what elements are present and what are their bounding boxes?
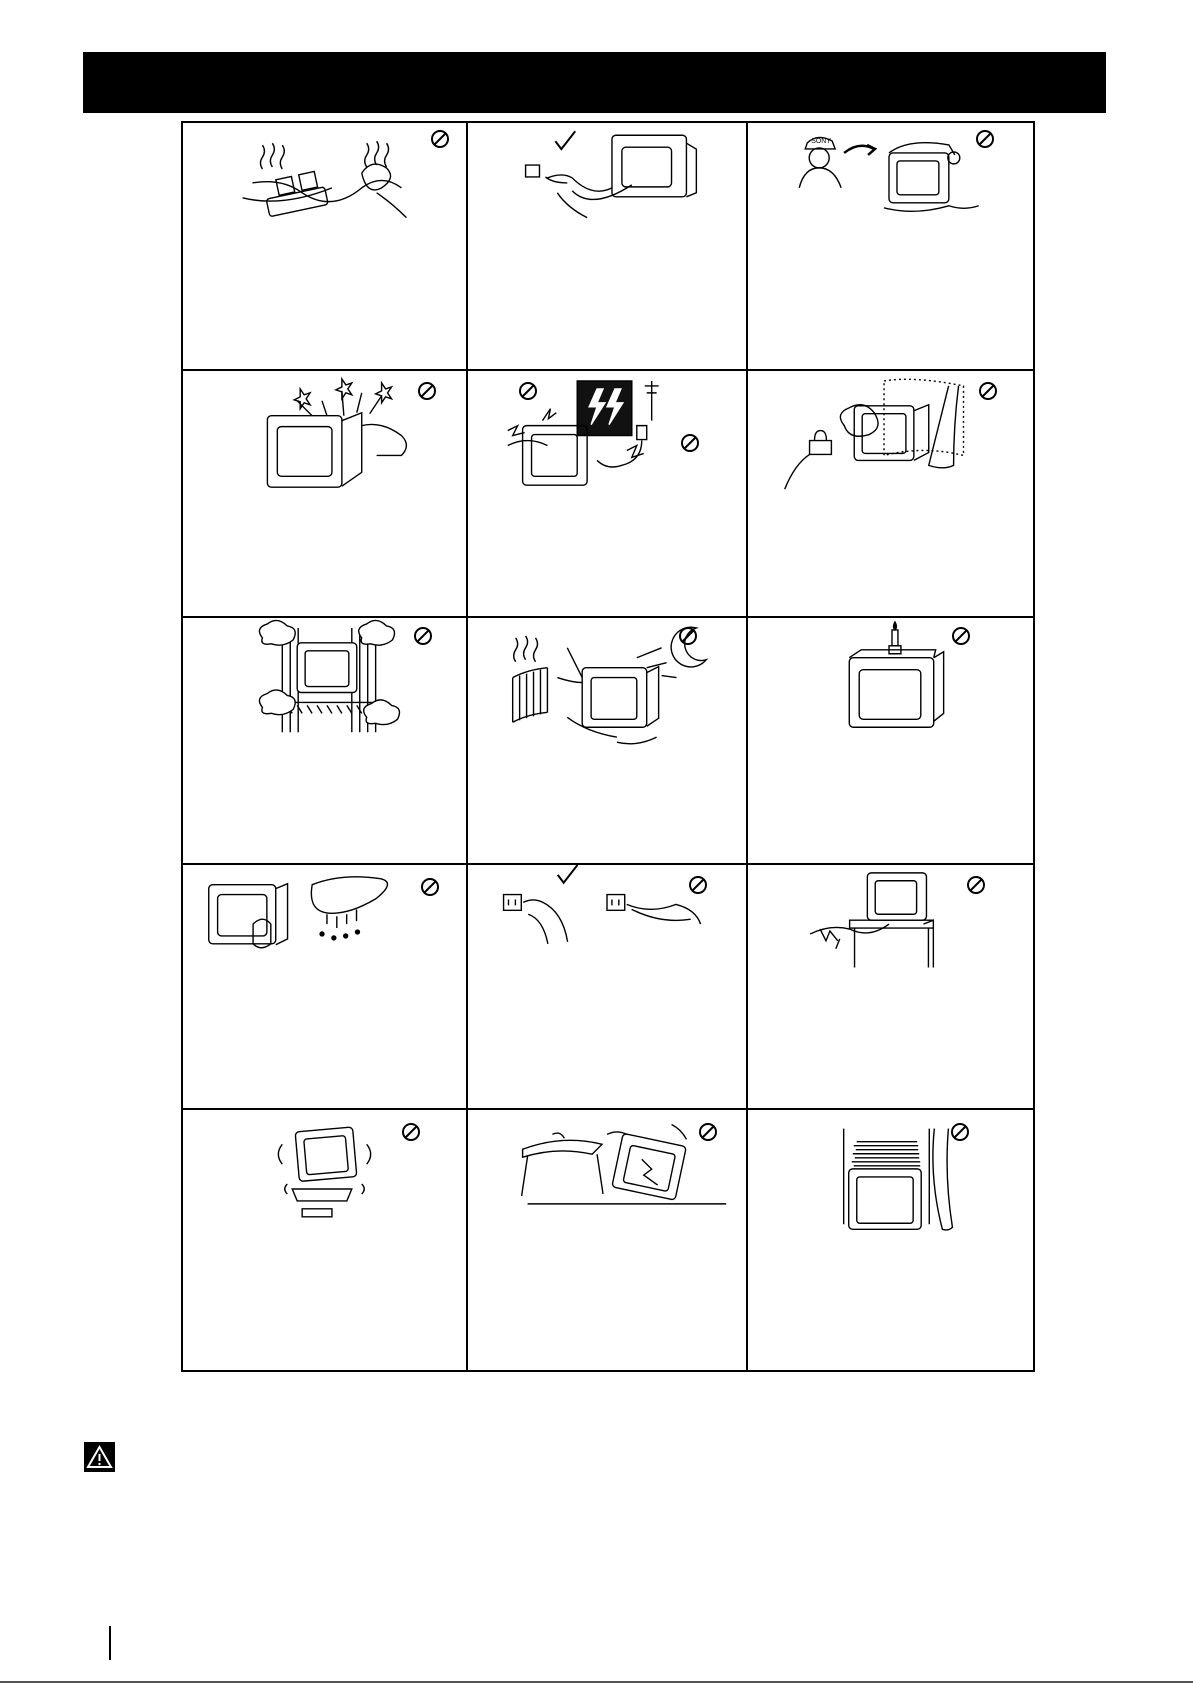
prohibited-icon (420, 877, 440, 897)
panel-damaged-cord (748, 865, 1033, 1110)
panel-blocked-ventilation (183, 618, 468, 865)
panel-cleaning-cloth (183, 865, 468, 1110)
unplug-tv-illustration (468, 123, 746, 271)
svg-text:SONY: SONY (811, 137, 831, 145)
panel-falling-tv (468, 1110, 748, 1370)
prohibited-icon (950, 1122, 970, 1142)
panel-caption (478, 358, 736, 359)
panel-unstable-stand (183, 1110, 468, 1370)
lightning-storm-illustration (468, 371, 746, 518)
panel-caption (478, 852, 736, 853)
panel-caption (193, 358, 456, 359)
prohibited-icon (401, 1122, 421, 1142)
panel-plug-handling (468, 865, 748, 1110)
candle-on-top-illustration (748, 618, 1033, 765)
warning-triangle-icon (84, 1442, 115, 1472)
damaged-cord-illustration (748, 865, 1033, 1011)
overloaded-outlet-illustration (183, 123, 466, 271)
prohibited-icon (688, 875, 708, 895)
prohibited-icon (417, 381, 437, 401)
prohibited-icon (680, 433, 700, 453)
unstable-stand-illustration (183, 1110, 466, 1266)
panel-overloaded-outlet (183, 123, 468, 371)
panel-heat-sun (468, 618, 748, 865)
panel-caption (193, 605, 456, 606)
panel-unplug-tv (468, 123, 748, 371)
prohibited-icon (978, 381, 998, 401)
panel-objects-on-top (748, 1110, 1033, 1370)
panel-caption (193, 1097, 456, 1098)
prohibited-icon (698, 1122, 718, 1142)
panel-caption (193, 1359, 456, 1360)
panel-caption (758, 358, 1023, 359)
panel-lightning-storm (468, 371, 748, 618)
panel-moisture-steam (748, 371, 1033, 618)
panel-caption (478, 1097, 736, 1098)
panel-caption (758, 852, 1023, 853)
panel-caption (478, 605, 736, 606)
prohibited-icon (966, 875, 986, 895)
page-margin-mark (109, 1626, 111, 1660)
panel-insert-objects (183, 371, 468, 618)
panel-call-service (748, 123, 1033, 371)
section-header-bar (83, 52, 1106, 113)
panel-caption (758, 605, 1023, 606)
panel-caption (758, 1359, 1023, 1360)
prohibited-icon (951, 626, 971, 646)
prohibited-icon (413, 626, 433, 646)
panel-caption (758, 1097, 1023, 1098)
page-bottom-rule (0, 1681, 1193, 1683)
objects-on-top-illustration (748, 1110, 1033, 1266)
prohibited-icon (975, 129, 995, 149)
panel-candle-on-top (748, 618, 1033, 865)
prohibited-icon (430, 129, 450, 149)
panel-caption (193, 852, 456, 853)
prohibited-icon (678, 626, 698, 646)
heat-sun-illustration (468, 618, 746, 765)
panel-caption (478, 1359, 736, 1360)
safety-illustration-grid (181, 121, 1035, 1372)
prohibited-icon (518, 381, 538, 401)
